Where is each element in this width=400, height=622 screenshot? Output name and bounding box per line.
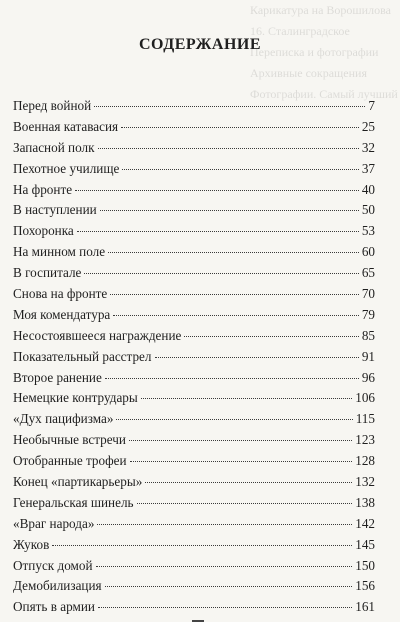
dot-leader: [108, 252, 359, 253]
toc-entry-title: Похоронка: [13, 223, 74, 239]
toc-entry: [13, 202, 375, 223]
toc-entry: [13, 307, 375, 328]
toc-entry-title: В госпитале: [13, 265, 82, 281]
toc-entry-title: Отпуск домой: [13, 557, 93, 573]
toc-entry: [13, 223, 375, 244]
bleed-through-text: [250, 0, 400, 110]
toc-entry-page: 142: [355, 515, 375, 531]
toc-entry-title: Военная катавасия: [13, 118, 119, 134]
dot-leader: [96, 566, 353, 567]
toc-entry-title: «Враг народа»: [13, 515, 95, 531]
toc-entry: [13, 453, 375, 474]
toc-entry-page: 50: [361, 202, 375, 218]
toc-entry-page: 96: [361, 369, 375, 385]
dot-leader: [121, 127, 359, 128]
toc-entry: [13, 537, 375, 558]
toc-entry: [13, 516, 375, 537]
dot-leader: [100, 210, 359, 211]
toc-entry-page: 32: [361, 139, 375, 155]
toc-entry: [13, 578, 375, 599]
dot-leader: [116, 419, 352, 420]
dot-leader: [141, 398, 352, 399]
toc-entry: [13, 98, 375, 119]
toc-entry-title: На минном поле: [13, 244, 106, 260]
toc-entry-page: 79: [361, 306, 375, 322]
toc-entry-title: Пехотное училище: [13, 160, 120, 176]
bleed-line: 16. Сталинградское: [250, 24, 350, 38]
bleed-line: Архивные сокращения: [250, 66, 367, 80]
toc-entry: [13, 119, 375, 140]
dot-leader: [184, 336, 358, 337]
toc-entry-page: 106: [355, 390, 375, 406]
toc-entry: [13, 349, 375, 370]
toc-entry-title: Снова на фронте: [13, 286, 108, 302]
dot-leader: [110, 294, 359, 295]
toc-entry-page: 25: [361, 118, 375, 134]
toc-entry: [13, 495, 375, 516]
toc-entry: [13, 411, 375, 432]
dot-leader: [97, 524, 352, 525]
toc-entry: [13, 140, 375, 161]
toc-entry-title: Демобилизация: [13, 578, 102, 594]
toc-entry-page: 65: [361, 265, 375, 281]
dot-leader: [145, 482, 352, 483]
dot-leader: [137, 503, 353, 504]
toc-entry-page: 70: [361, 286, 375, 302]
dot-leader: [105, 586, 353, 587]
toc-entry-title: Несостоявшееся награждение: [13, 327, 182, 343]
bleed-line: Фотографии. Самый лучший: [250, 87, 398, 101]
toc-entry: [13, 328, 375, 349]
toc-entry-title: Показательный расстрел: [13, 348, 152, 364]
dot-leader: [75, 190, 359, 191]
toc-entry-page: 132: [355, 474, 375, 490]
toc-entry-page: 138: [355, 494, 375, 510]
toc-entry-page: 115: [355, 411, 375, 427]
dot-leader: [122, 169, 358, 170]
toc-entry-title: В наступлении: [13, 202, 97, 218]
toc-entry-page: 7: [368, 98, 375, 113]
page-title: СОДЕРЖАНИЕ: [138, 36, 262, 53]
toc-entry-title: Запасной полк: [13, 139, 95, 155]
toc-entry-title: «Дух пацифизма»: [13, 411, 114, 427]
bleed-line: Переписка и фотографии: [250, 45, 379, 59]
dot-leader: [155, 357, 359, 358]
toc-entry-page: 40: [361, 181, 375, 197]
dot-leader: [98, 607, 352, 608]
toc-entry-page: 53: [361, 223, 375, 239]
toc-entry-page: 150: [355, 557, 375, 573]
toc-entry: [13, 558, 375, 579]
toc-entry: [13, 244, 375, 265]
toc-entry-page: 161: [355, 599, 375, 615]
toc-entry-title: Опять в армии: [13, 599, 95, 615]
toc-entry-title: Второе ранение: [13, 369, 102, 385]
toc-entry-page: 60: [361, 244, 375, 260]
toc-entry-title: Конец «партикарьеры»: [13, 474, 143, 490]
dot-leader: [52, 545, 352, 546]
toc-entry-title: Перед войной: [13, 98, 92, 113]
toc-entry-page: 85: [361, 327, 375, 343]
dot-leader: [129, 440, 352, 441]
toc-entry: [13, 286, 375, 307]
toc-entry-title: Отобранные трофеи: [13, 453, 127, 469]
dot-leader: [98, 148, 359, 149]
dot-leader: [77, 231, 359, 232]
toc-entry-title: Моя комендатура: [13, 306, 111, 322]
toc-entry: [13, 161, 375, 182]
toc-entry: [13, 390, 375, 411]
dot-leader: [113, 315, 359, 316]
toc-entry-title: На фронте: [13, 181, 73, 197]
toc-entry-page: 145: [355, 536, 375, 552]
bleed-line: Карикатура на Ворошилова: [250, 3, 391, 17]
table-of-contents: [13, 98, 375, 620]
toc-entry: [13, 432, 375, 453]
dot-leader: [94, 106, 365, 107]
toc-entry-page: 37: [361, 160, 375, 176]
toc-entry-page: 128: [355, 453, 375, 469]
toc-entry: [13, 370, 375, 391]
toc-entry-title: Немецкие контрудары: [13, 390, 138, 406]
toc-entry: [13, 265, 375, 286]
toc-entry-title: Жуков: [13, 536, 50, 552]
dot-leader: [130, 461, 353, 462]
toc-entry-title: Генеральская шинель: [13, 494, 134, 510]
toc-entry: [13, 599, 375, 620]
dot-leader: [105, 378, 359, 379]
toc-entry-page: 123: [355, 432, 375, 448]
toc-entry: [13, 182, 375, 203]
toc-entry: [13, 474, 375, 495]
dot-leader: [84, 273, 358, 274]
toc-entry-page: 91: [361, 348, 375, 364]
toc-entry-page: 156: [355, 578, 375, 594]
toc-entry-title: Необычные встречи: [13, 432, 126, 448]
